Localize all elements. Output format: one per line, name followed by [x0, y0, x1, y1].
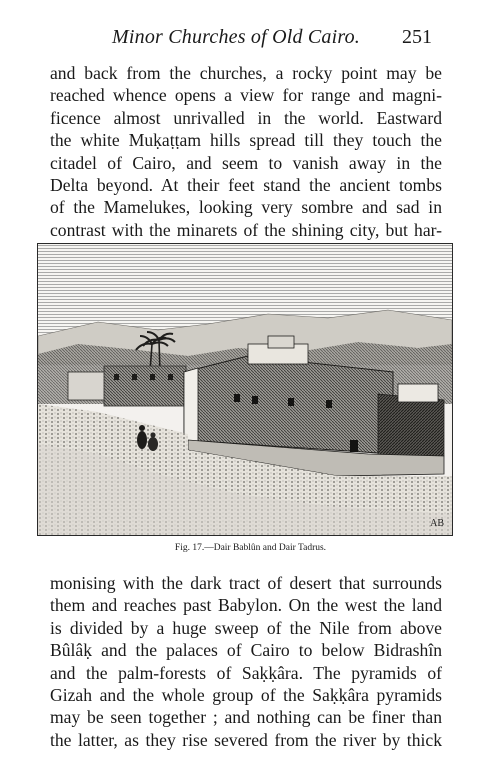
- figure-caption: Fig. 17.—Dair Bablûn and Dair Tadrus.: [174, 543, 327, 553]
- text-line: Delta beyond. At their feet stand the ancient tombs: [50, 174, 442, 195]
- running-header: [0, 26, 501, 50]
- text-line: Bûlâḳ and the palaces of Cairo to below Bidrashîn: [50, 640, 442, 661]
- artist-monogram: AB: [430, 518, 444, 529]
- text-line: citadel of Cairo, and seem to vanish away in the: [50, 152, 442, 173]
- page-number: 251: [402, 26, 432, 48]
- text-line: may be seen together ; and nothing can be finer than: [50, 707, 442, 728]
- text-line: reached whence opens a view for range and magni-: [50, 85, 442, 106]
- text-line: is divided by a huge sweep of the Nile from above: [50, 617, 442, 638]
- paragraph-top: [50, 62, 442, 241]
- text-line: and back from the churches, a rocky point may be: [50, 63, 442, 83]
- engraving-drawing: [38, 244, 452, 535]
- text-line: them and reaches past Babylon. On the west the land: [50, 595, 442, 616]
- text-line: and the palm-forests of Saḳḳâra. The pyramids of: [50, 662, 442, 683]
- running-title: Minor Churches of Old Cairo.: [112, 26, 361, 48]
- text-line: ficence almost unrivalled in the world. Eastward: [50, 107, 442, 128]
- paragraph-bottom: [50, 572, 442, 751]
- left-buildings: [68, 366, 186, 406]
- text-line: contrast with the minarets of the shining city, but har-: [50, 219, 442, 240]
- text-line: Gizah and the whole group of the Saḳḳâra pyramids: [50, 684, 442, 705]
- text-line: the white Muḳaṭṭam hills spread till they touch the: [50, 130, 442, 151]
- text-line: of the Mamelukes, looking very sombre and sad in: [50, 197, 442, 218]
- text-line: monising with the dark tract of desert that surrounds: [50, 573, 442, 593]
- engraving-illustration: [37, 243, 453, 536]
- text-line: the latter, as they rise severed from the river by thick: [50, 729, 442, 750]
